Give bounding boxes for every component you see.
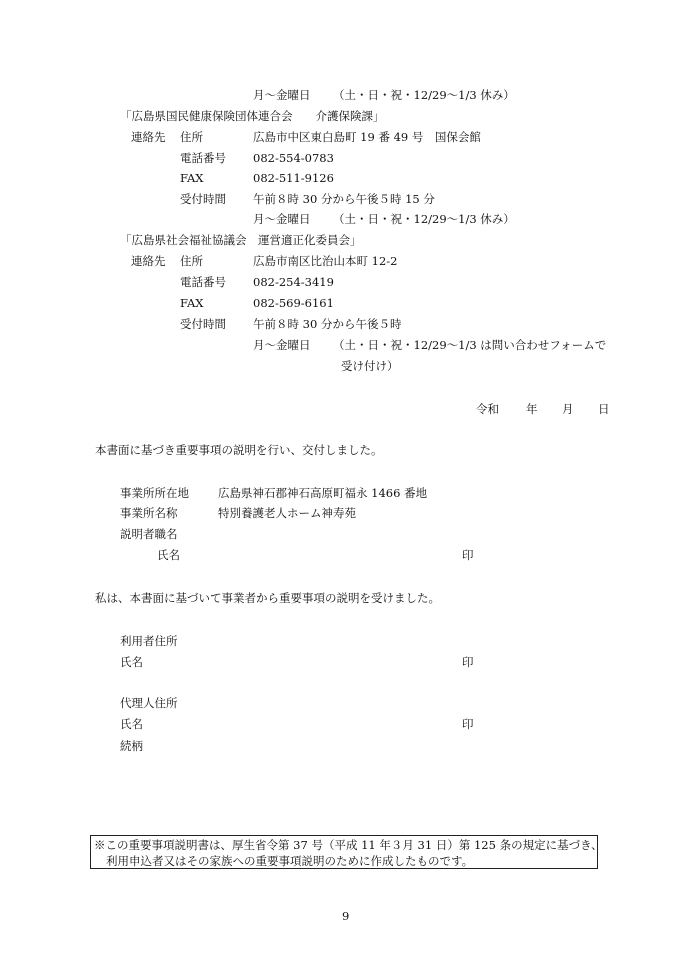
legal-note-line1: ※この重要事項説明書は、厚生省令第 37 号（平成 11 年３月 31 日）第 125 条の規定に基づき、 (94, 838, 603, 852)
provider-location-label: 事業所所在地 (120, 486, 189, 500)
org2-fax-label: FAX (180, 296, 204, 310)
date-month: 月 (562, 402, 574, 416)
user-statement: 私は、本書面に基づいて事業者から重要事項の説明を受けました。 (95, 591, 440, 605)
org2-phone: 082-254-3419 (253, 275, 334, 289)
provider-statement: 本書面に基づき重要事項の説明を行い、交付しました。 (95, 443, 383, 457)
user-name-label: 氏名 (120, 655, 143, 669)
org2-hours-label: 受付時間 (180, 317, 226, 331)
org1-closed: （土・日・祝・12/29～1/3 休み） (333, 212, 515, 226)
user-address-label: 利用者住所 (120, 634, 178, 648)
org2-closed-line1: （土・日・祝・12/29～1/3 は問い合わせフォームで (333, 338, 607, 352)
org2-closed-line2: 受け付け） (341, 359, 399, 373)
hours-days: 月～金曜日 (253, 88, 311, 102)
org2-address-label: 住所 (180, 254, 203, 268)
agent-relation-label: 続柄 (120, 739, 143, 753)
legal-note-box (90, 835, 603, 869)
org1-hours: 午前８時 30 分から午後５時 15 分 (253, 192, 435, 206)
page-number: 9 (342, 909, 350, 923)
legal-note-line2: 利用申込者又はその家族への重要事項説明のために作成したものです。 (106, 854, 474, 868)
hours-closed: （土・日・祝・12/29～1/3 休み） (333, 88, 515, 102)
org1-fax-label: FAX (180, 171, 204, 185)
org2-fax: 082-569-6161 (253, 296, 334, 310)
org1-address: 広島市中区東白島町 19 番 49 号 国保会館 (253, 130, 481, 144)
org1-phone: 082-554-0783 (253, 151, 334, 165)
org2-phone-label: 電話番号 (180, 275, 226, 289)
org2-contact-label: 連絡先 (131, 254, 166, 268)
provider-name: 特別養護老人ホーム神寿苑 (218, 506, 356, 520)
org1-days: 月～金曜日 (253, 212, 311, 226)
provider-seal: 印 (462, 548, 474, 562)
org2-hours: 午前８時 30 分から午後５時 (253, 317, 402, 331)
org2-name: 「広島県社会福祉協議会 運営適正化委員会」 (120, 233, 362, 247)
provider-person-label: 氏名 (157, 548, 180, 562)
agent-name-label: 氏名 (120, 717, 143, 731)
date-era: 令和 (476, 402, 499, 416)
org1-fax: 082-511-9126 (253, 171, 334, 185)
date-year: 年 (526, 402, 538, 416)
org1-name: 「広島県国民健康保険団体連合会 介護保険課」 (120, 109, 385, 123)
provider-title-label: 説明者職名 (120, 527, 178, 541)
provider-location: 広島県神石郡神石高原町福永 1466 番地 (218, 486, 428, 500)
org1-address-label: 住所 (180, 130, 203, 144)
org2-days: 月～金曜日 (253, 338, 311, 352)
user-seal: 印 (462, 655, 474, 669)
agent-seal: 印 (462, 717, 474, 731)
org2-address: 広島市南区比治山本町 12-2 (253, 254, 398, 268)
provider-name-label: 事業所名称 (120, 506, 178, 520)
org1-hours-label: 受付時間 (180, 192, 226, 206)
agent-address-label: 代理人住所 (120, 696, 178, 710)
date-day: 日 (598, 402, 610, 416)
org1-contact-label: 連絡先 (131, 130, 166, 144)
org1-phone-label: 電話番号 (180, 151, 226, 165)
